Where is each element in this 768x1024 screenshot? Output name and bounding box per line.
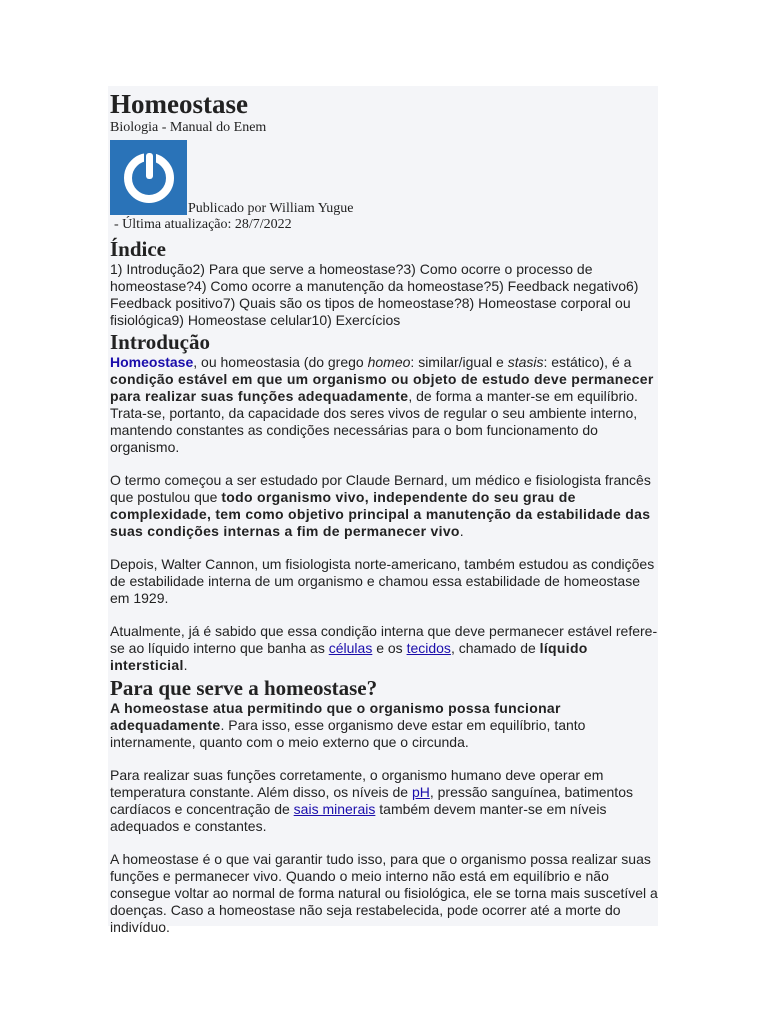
intro-section <box>110 330 658 674</box>
tecidos-link[interactable]: tecidos <box>406 640 451 656</box>
text: , chamado de <box>450 640 540 656</box>
text: : similar/igual e <box>410 354 508 370</box>
last-updated: - Última atualização: 28/7/2022 <box>114 217 292 232</box>
table-of-contents[interactable]: 1) Introdução2) Para que serve a homeostase?3) Como ocorre o processo de homeostase?4) Como ocorre a manutenção da homeostase?5) Feedback negativo6) Feedback positivo7) Quais são os tipos de homeostase?8) Homeostase corporal ou fisiológica9) Homeostase celular10) Exercícios <box>110 261 639 328</box>
purpose-paragraph-2 <box>110 767 658 835</box>
author-byline: Publicado por William Yugue <box>188 201 354 216</box>
text: . <box>459 523 464 539</box>
text: , pressão sanguínea, batimentos cardíacos e concentração de <box>110 784 633 817</box>
text: Para realizar suas funções corretamente, o organismo humano deve operar em temperatura constante. Além disso, os níveis de <box>110 767 604 800</box>
page-title: Homeostase <box>110 89 248 119</box>
power-icon <box>119 148 179 208</box>
document-page <box>108 86 658 935</box>
purpose-paragraph-1 <box>110 700 658 751</box>
text: O termo começou a ser estudado por Claude Bernard, um médico e fisiologista francês que postulou que <box>110 472 651 505</box>
intro-paragraph-1 <box>110 354 658 456</box>
text: . Para isso, esse organismo deve estar em equilíbrio, tanto internamente, quanto com o meio externo que o circunda. <box>110 717 586 750</box>
text: , ou homeostasia (do grego <box>193 354 368 370</box>
purpose-heading: Para que serve a homeostase? <box>110 676 378 700</box>
bold-text: todo organismo vivo, independente do seu grau de complexidade, tem como objetivo principal a manutenção da estabilidade das suas condições internas a fim de permanecer vivo <box>110 489 651 539</box>
author-row <box>110 140 658 215</box>
ph-link[interactable]: pH <box>411 784 430 800</box>
purpose-paragraph-3: A homeostase é o que vai garantir tudo isso, para que o organismo possa realizar suas funções e permanecer vivo. Quando o meio interno não está em equilíbrio e não consegue voltar ao normal de forma natural ou fisiológica, ele se torna mais suscetível a doenças. Caso a homeostase não seja restabelecida, pode ocorrer até a morte do indivíduo. <box>110 851 658 935</box>
intro-heading: Introdução <box>110 330 210 354</box>
italic-text: stasis <box>507 354 544 370</box>
homeostase-link[interactable]: Homeostase <box>110 354 194 370</box>
text: . <box>183 657 188 673</box>
text: também devem manter-se em níveis adequados e constantes. <box>110 801 607 834</box>
intro-paragraph-3: Depois, Walter Cannon, um fisiologista norte-americano, também estudou as condições de estabilidade interna de um organismo e chamou essa estabilidade de homeostase em 1929. <box>110 556 655 606</box>
subtitle: Biologia - Manual do Enem <box>110 120 267 135</box>
bold-text: líquido intersticial <box>110 640 588 673</box>
toc-heading: Índice <box>110 237 167 261</box>
bold-text: A homeostase atua permitindo que o organismo possa funcionar adequadamente <box>110 700 561 733</box>
author-logo <box>110 140 187 215</box>
purpose-section <box>110 676 658 936</box>
intro-paragraph-2 <box>110 472 658 540</box>
text: Atualmente, já é sabido que essa condição interna que deve permanecer estável refere-se ao líquido interno que banha as <box>110 623 658 656</box>
text: , de forma a manter-se em equilíbrio. Trata-se, portanto, da capacidade dos seres vivos de regular o seu ambiente interno, mantendo constantes as condições necessárias para o bom funcionamento do organismo. <box>110 388 638 455</box>
italic-text: homeo <box>367 354 411 370</box>
celulas-link[interactable]: células <box>328 640 373 656</box>
sais-minerais-link[interactable]: sais minerais <box>293 801 376 817</box>
intro-paragraph-4 <box>110 623 658 674</box>
text: e os <box>372 640 407 656</box>
bold-text: condição estável em que um organismo ou objeto de estudo deve permanecer para realizar suas funções adequadamente <box>110 371 654 404</box>
text: : estático), é a <box>543 354 632 370</box>
